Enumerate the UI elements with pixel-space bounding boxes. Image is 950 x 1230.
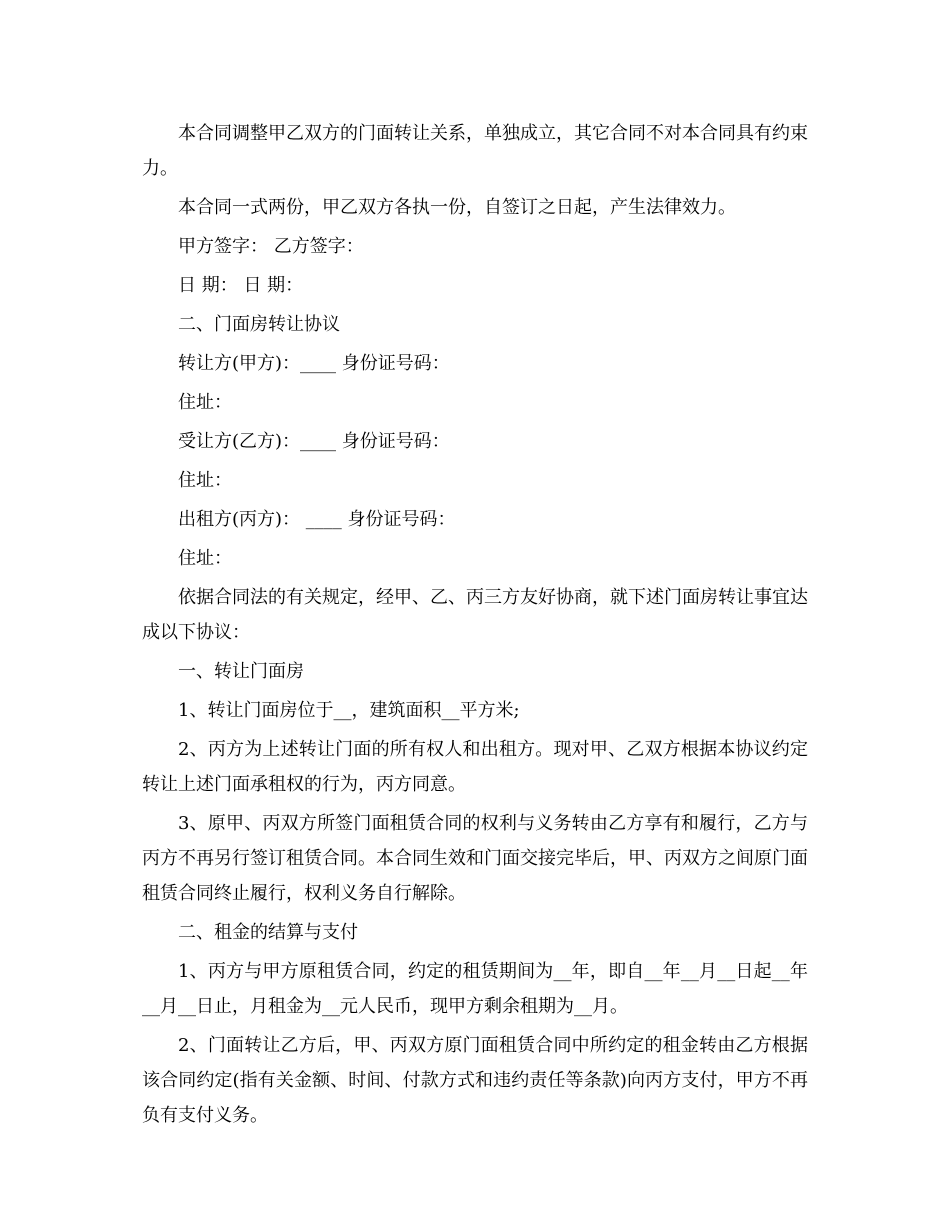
party-c-line: 出租方(丙方)： ____ 身份证号码：: [178, 509, 456, 530]
clause-owner-consent: 2、丙方为上述转让门面的所有权人和出租方。现对甲、乙双方根据本协议约定转让上述门面承租权的行为，丙方同意。: [142, 739, 808, 795]
party-a-address: 住址：: [178, 392, 232, 413]
clause-rent-payment: 2、门面转让乙方后，甲、丙双方原门面租赁合同中所约定的租金转由乙方根据该合同约定(指有关金额、时间、付款方式和违约责任等条款)向丙方支付，甲方不再负有支付义务。: [142, 1035, 808, 1126]
section-heading-rent: 二、租金的结算与支付: [178, 922, 358, 943]
clause-location: 1、转让门面房位于__，建筑面积__平方米;: [178, 700, 520, 721]
document-body: [142, 116, 808, 1137]
party-b-address: 住址：: [178, 470, 232, 491]
party-a-line: 转让方(甲方)：____ 身份证号码：: [178, 353, 450, 374]
section-heading-transfer: 一、转让门面房: [178, 661, 304, 682]
date-line: 日 期： 日 期：: [178, 275, 304, 296]
clause-rights-transfer: 3、原甲、丙双方所签门面租赁合同的权利与义务转由乙方享有和履行，乙方与丙方不再另行签订租赁合同。本合同生效和门面交接完毕后，甲、丙双方之间原门面租赁合同终止履行，权利义务自行解除。: [142, 813, 808, 904]
paragraph-preamble: 依据合同法的有关规定，经甲、乙、丙三方友好协商，就下述门面房转让事宜达成以下协议：: [142, 587, 808, 643]
clause-rent-terms: 1、丙方与甲方原租赁合同，约定的租赁期间为__年，即自__年__月__日起__年__月__日止，月租金为__元人民币，现甲方剩余租期为__月。: [142, 961, 808, 1017]
party-b-line: 受让方(乙方)：____ 身份证号码：: [178, 431, 450, 452]
section-heading-agreement: 二、门面房转让协议: [178, 314, 340, 335]
paragraph-binding-clause: 本合同调整甲乙双方的门面转让关系，单独成立，其它合同不对本合同具有约束力。: [142, 123, 808, 179]
party-c-address: 住址：: [178, 548, 232, 569]
paragraph-copies-clause: 本合同一式两份，甲乙双方各执一份，自签订之日起，产生法律效力。: [178, 197, 736, 218]
signature-line: 甲方签字： 乙方签字：: [178, 236, 364, 257]
